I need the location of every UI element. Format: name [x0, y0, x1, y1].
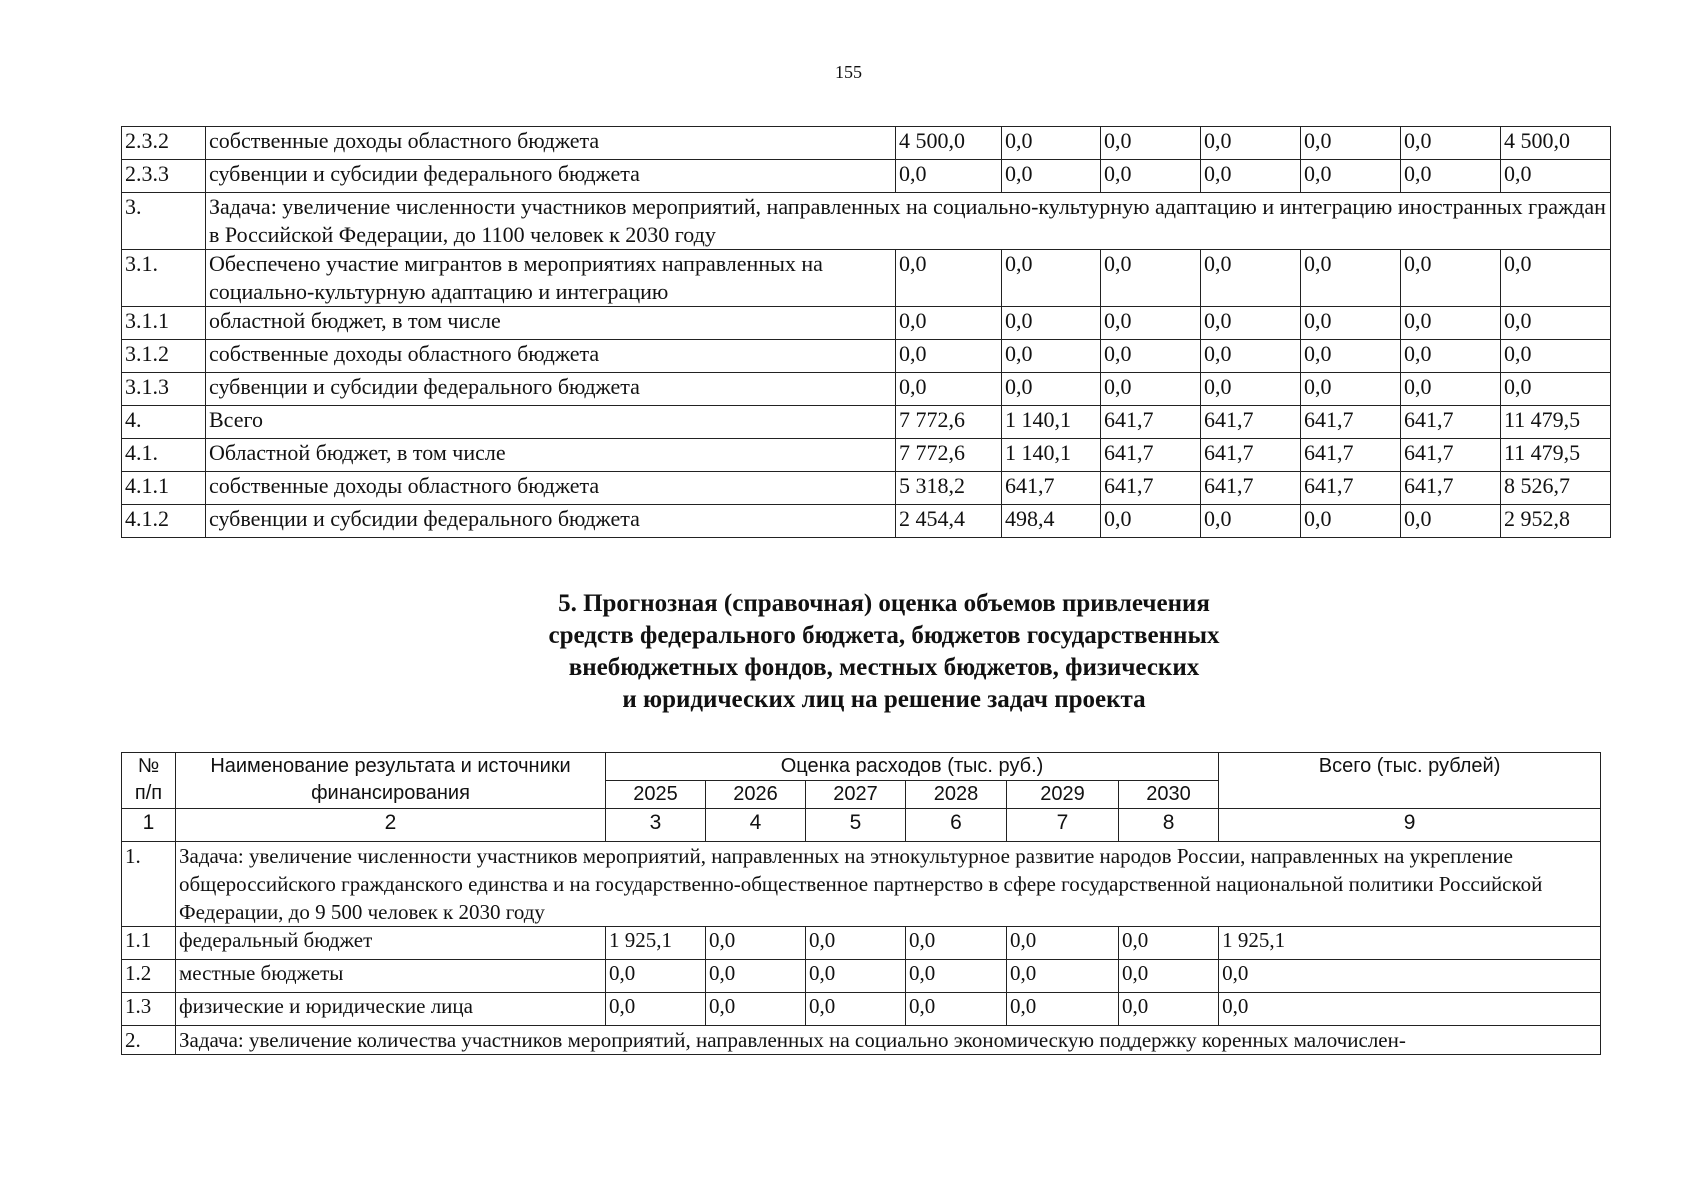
row-value: 498,4: [1002, 505, 1101, 538]
row-name: собственные доходы областного бюджета: [206, 127, 896, 160]
column-number: 6: [906, 809, 1007, 842]
row-value: 641,7: [1101, 439, 1201, 472]
table-row: [122, 250, 1611, 307]
column-number: 8: [1119, 809, 1219, 842]
row-value: 0,0: [1007, 927, 1119, 960]
column-number: 1: [122, 809, 176, 842]
header-year: 2026: [706, 781, 806, 809]
row-value: 0,0: [906, 993, 1007, 1026]
row-value: 11 479,5: [1501, 439, 1611, 472]
row-value: 0,0: [1101, 340, 1201, 373]
row-value: 641,7: [1201, 439, 1301, 472]
row-value: 0,0: [1401, 127, 1501, 160]
row-value: 0,0: [896, 307, 1002, 340]
row-value: 0,0: [1401, 373, 1501, 406]
header-year: 2030: [1119, 781, 1219, 809]
row-value: 641,7: [1101, 472, 1201, 505]
row-code: 3.1.: [122, 250, 206, 307]
row-code: 2.3.2: [122, 127, 206, 160]
header-estimate: Оценка расходов (тыс. руб.): [606, 753, 1219, 781]
table-row: [122, 960, 1601, 993]
row-code: 2.3.3: [122, 160, 206, 193]
row-value: 0,0: [1401, 307, 1501, 340]
row-value: 641,7: [1401, 439, 1501, 472]
row-value: 0,0: [1301, 373, 1401, 406]
row-value: 0,0: [1101, 250, 1201, 307]
row-value: 641,7: [1002, 472, 1101, 505]
column-number: 4: [706, 809, 806, 842]
row-value: 0,0: [1401, 340, 1501, 373]
section-title-line: 5. Прогнозная (справочная) оценка объемов привлечения: [558, 590, 1210, 617]
row-value: 0,0: [1201, 340, 1301, 373]
row-value: 0,0: [706, 927, 806, 960]
row-value: 0,0: [1401, 160, 1501, 193]
row-value: 0,0: [1002, 160, 1101, 193]
row-name: собственные доходы областного бюджета: [206, 340, 896, 373]
row-name: местные бюджеты: [176, 960, 606, 993]
row-code: 3.: [122, 193, 206, 250]
row-value: 0,0: [1201, 505, 1301, 538]
row-value: 0,0: [1501, 307, 1611, 340]
column-number-row: [122, 809, 1601, 842]
row-value: 1 140,1: [1002, 439, 1101, 472]
row-code: 4.1.2: [122, 505, 206, 538]
row-name: субвенции и субсидии федерального бюджета: [206, 373, 896, 406]
row-value: 0,0: [1119, 960, 1219, 993]
row-value: 0,0: [1301, 505, 1401, 538]
row-code: 4.1.1: [122, 472, 206, 505]
row-value: 641,7: [1201, 406, 1301, 439]
row-value: 641,7: [1301, 472, 1401, 505]
table-row: [122, 505, 1611, 538]
row-value: 0,0: [706, 993, 806, 1026]
row-value: 0,0: [1301, 160, 1401, 193]
row-value: 8 526,7: [1501, 472, 1611, 505]
row-code: 1.1: [122, 927, 176, 960]
row-value: 0,0: [1301, 307, 1401, 340]
row-name: федеральный бюджет: [176, 927, 606, 960]
row-value: 0,0: [1007, 960, 1119, 993]
column-number: 5: [806, 809, 906, 842]
task-text: Задача: увеличение количества участников мероприятий, направленных на социально экономическую поддержку коренных малочислен-: [176, 1026, 1601, 1055]
row-value: 4 500,0: [1501, 127, 1611, 160]
task-text: Задача: увеличение численности участников мероприятий, направленных на социально-культурную адаптацию и интеграцию иностранных граждан в Российской Федерации, до 1100 человек к 2030 году: [206, 193, 1611, 250]
row-value: 4 500,0: [896, 127, 1002, 160]
row-value: 641,7: [1301, 439, 1401, 472]
header-row: [122, 753, 1601, 781]
table-row: [122, 127, 1611, 160]
header-year: 2025: [606, 781, 706, 809]
row-name: собственные доходы областного бюджета: [206, 472, 896, 505]
row-value: 0,0: [906, 960, 1007, 993]
row-value: 0,0: [906, 927, 1007, 960]
row-value: 0,0: [1101, 307, 1201, 340]
header-name: Наименование результата и источники финансирования: [176, 753, 606, 809]
task-row: [122, 1026, 1601, 1055]
header-num-line2: п/п: [134, 782, 163, 804]
header-year: 2027: [806, 781, 906, 809]
row-value: 0,0: [1501, 340, 1611, 373]
column-number: 7: [1007, 809, 1119, 842]
row-value: 0,0: [1501, 160, 1611, 193]
row-value: 0,0: [1002, 250, 1101, 307]
row-value: 0,0: [806, 960, 906, 993]
row-value: 11 479,5: [1501, 406, 1611, 439]
row-value: 641,7: [1101, 406, 1201, 439]
column-number: 3: [606, 809, 706, 842]
section-title-line: и юридических лиц на решение задач проекта: [622, 686, 1146, 713]
row-value: 0,0: [896, 373, 1002, 406]
row-value: 7 772,6: [896, 439, 1002, 472]
row-value: 0,0: [1201, 250, 1301, 307]
header-num-line1: №: [137, 755, 160, 777]
row-value: 0,0: [1201, 307, 1301, 340]
row-value: 0,0: [1119, 993, 1219, 1026]
row-value: 0,0: [1401, 505, 1501, 538]
row-code: 3.1.1: [122, 307, 206, 340]
row-code: 3.1.2: [122, 340, 206, 373]
row-code: 1.2: [122, 960, 176, 993]
task-row: [122, 842, 1601, 927]
row-value: 0,0: [1201, 127, 1301, 160]
row-value: 0,0: [1101, 160, 1201, 193]
table-row: [122, 373, 1611, 406]
row-value: 0,0: [1007, 993, 1119, 1026]
row-value: 0,0: [896, 250, 1002, 307]
row-code: 2.: [122, 1026, 176, 1055]
row-value: 0,0: [1002, 307, 1101, 340]
header-year: 2028: [906, 781, 1007, 809]
task-row: [122, 193, 1611, 250]
row-value: 0,0: [1301, 127, 1401, 160]
row-value: 0,0: [1119, 927, 1219, 960]
row-value: 0,0: [1219, 960, 1601, 993]
table-row: [122, 406, 1611, 439]
row-value: 641,7: [1401, 406, 1501, 439]
row-name: Областной бюджет, в том числе: [206, 439, 896, 472]
row-value: 0,0: [1501, 373, 1611, 406]
row-value: 2 454,4: [896, 505, 1002, 538]
forecast-funding-table: [121, 752, 1601, 1055]
row-value: 0,0: [1501, 250, 1611, 307]
row-code: 1.: [122, 842, 176, 927]
table-row: [122, 439, 1611, 472]
row-value: 0,0: [1201, 160, 1301, 193]
row-value: 0,0: [706, 960, 806, 993]
row-value: 0,0: [1002, 127, 1101, 160]
task-text: Задача: увеличение численности участников мероприятий, направленных на этнокультурное развитие народов России, направленных на укрепление общероссийского гражданского единства и на государственно-общественное партнерство в сфере государственной национальной политики Российской Федерации, до 9 500 человек к 2030 году: [176, 842, 1601, 927]
row-name: Обеспечено участие мигрантов в мероприятиях направленных на социально-культурную адаптацию и интеграцию: [206, 250, 896, 307]
table-row: [122, 472, 1611, 505]
row-value: 0,0: [806, 993, 906, 1026]
row-value: 0,0: [1219, 993, 1601, 1026]
section-title-line: средств федерального бюджета, бюджетов государственных: [548, 622, 1220, 649]
row-value: 1 140,1: [1002, 406, 1101, 439]
row-value: 2 952,8: [1501, 505, 1611, 538]
table-row: [122, 340, 1611, 373]
row-code: 4.: [122, 406, 206, 439]
row-value: 0,0: [1301, 250, 1401, 307]
row-value: 0,0: [1301, 340, 1401, 373]
row-name: субвенции и субсидии федерального бюджета: [206, 505, 896, 538]
row-value: 0,0: [606, 993, 706, 1026]
row-value: 0,0: [1101, 505, 1201, 538]
header-year: 2029: [1007, 781, 1119, 809]
row-value: 0,0: [896, 340, 1002, 373]
row-code: 1.3: [122, 993, 176, 1026]
row-code: 3.1.3: [122, 373, 206, 406]
table-row: [122, 927, 1601, 960]
row-value: 0,0: [1201, 373, 1301, 406]
row-value: 0,0: [1002, 373, 1101, 406]
row-value: 641,7: [1301, 406, 1401, 439]
row-value: 0,0: [1002, 340, 1101, 373]
section-title-line: внебюджетных фондов, местных бюджетов, физических: [568, 654, 1200, 681]
funding-table-continued: [121, 126, 1611, 538]
row-name: областной бюджет, в том числе: [206, 307, 896, 340]
row-value: 1 925,1: [606, 927, 706, 960]
table-row: [122, 307, 1611, 340]
row-name: Всего: [206, 406, 896, 439]
row-value: 1 925,1: [1219, 927, 1601, 960]
row-name: физические и юридические лица: [176, 993, 606, 1026]
header-total: Всего (тыс. рублей): [1219, 753, 1601, 809]
row-code: 4.1.: [122, 439, 206, 472]
header-num: [122, 753, 176, 809]
row-value: 7 772,6: [896, 406, 1002, 439]
row-value: 5 318,2: [896, 472, 1002, 505]
page-number: 155: [835, 62, 862, 82]
row-value: 0,0: [806, 927, 906, 960]
row-value: 641,7: [1401, 472, 1501, 505]
row-value: 0,0: [1101, 127, 1201, 160]
row-value: 0,0: [1101, 373, 1201, 406]
column-number: 9: [1219, 809, 1601, 842]
row-name: субвенции и субсидии федерального бюджета: [206, 160, 896, 193]
row-value: 641,7: [1201, 472, 1301, 505]
row-value: 0,0: [1401, 250, 1501, 307]
row-value: 0,0: [606, 960, 706, 993]
section-title: [0, 588, 1697, 716]
column-number: 2: [176, 809, 606, 842]
table-row: [122, 160, 1611, 193]
table-row: [122, 993, 1601, 1026]
row-value: 0,0: [896, 160, 1002, 193]
